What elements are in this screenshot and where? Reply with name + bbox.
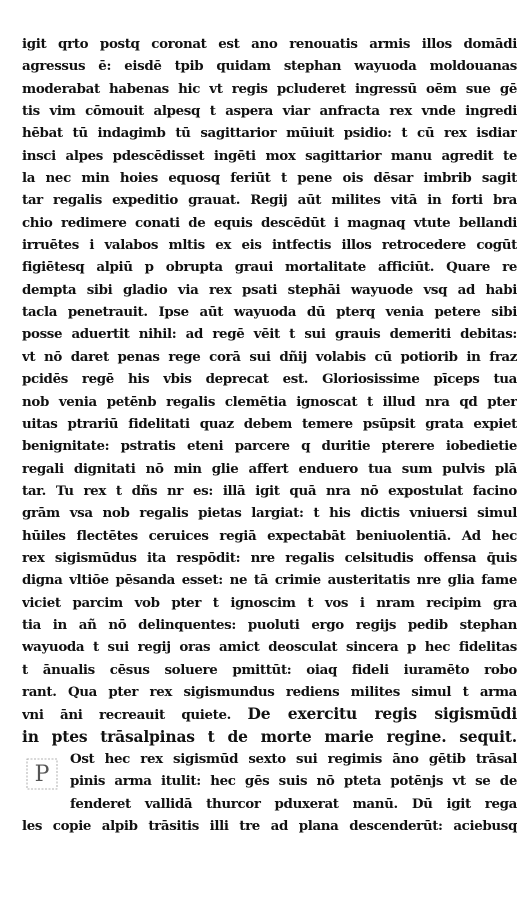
text-line: rex sigismūdus ita respōdit: nre regalis celsitudis offensa q̄uis bbox=[22, 549, 517, 566]
text-line: agressus ē: eisdē tpib quidam stephan wayuoda moldouanas bbox=[22, 58, 517, 75]
text-line: uitas ptrariū fidelitati quaz debem temere psūpsit grata expiet bbox=[22, 415, 517, 432]
text-line: dempta sibi gladio via rex psati stephāi wayuode vsq ad habi bbox=[22, 281, 517, 298]
text-line: vt nō daret penas rege corā sui dñij volabis cū potiorib in fraz bbox=[22, 348, 517, 365]
body-text bbox=[22, 33, 517, 837]
text-line: chio redimere conati de equis descēdūt i magnaq vtute bellandi bbox=[22, 214, 517, 231]
text-line: la nec min hoies equosq feriūt t pene ois dēsar imbrib sagit bbox=[22, 170, 517, 187]
text-line: tar. Tu rex t dñs nr es: illā igit quā nra nō expostulat facino bbox=[22, 482, 517, 499]
text-line: insci alpes pdescēdisset ingēti mox sagittarior manu agredit te bbox=[22, 147, 517, 164]
text-line: tis vim cōmouit alpesq t aspera viar anfracta rex vnde ingredi bbox=[22, 103, 517, 120]
text-line: digna vltiōe pēsanda esset: ne tā crimie austeritatis nre glia fame bbox=[22, 572, 517, 589]
text-line: pcidēs regē his vbis deprecat est. Gloriosissime pīceps tua bbox=[22, 371, 517, 388]
text-line: hūiles flectētes ceruices regiā expectabāt beniuolentiā. Ad hec bbox=[22, 527, 517, 544]
text-line: tar regalis expeditio grauat. Regij aūt milites vitā in forti bra bbox=[22, 192, 517, 209]
text-line: Ost hec rex sigismūd sexto sui regimis āno gētib trāsal bbox=[70, 751, 517, 767]
chapter-heading: in ptes trāsalpinas t de morte marie regine. sequit. bbox=[22, 726, 517, 746]
text-line: figiētesq alpiū p obrupta graui mortalitate afficiūt. Quare re bbox=[22, 259, 517, 276]
text-line: tacla penetrauit. Ipse aūt wayuoda dū pterq venia petere sibi bbox=[22, 304, 517, 321]
dropcap-letter: P bbox=[34, 762, 50, 787]
text-line: les copie alpib trāsitis illi tre ad plana descenderūt: aciebusq bbox=[22, 818, 517, 835]
text-line: grām vsa nob regalis pietas largiat: t his dictis vniuersi simul bbox=[22, 505, 517, 522]
text-line-with-heading bbox=[22, 703, 517, 725]
text-line: tia in añ nō delinquentes: puoluti ergo regijs pedib stephan bbox=[22, 616, 517, 633]
text-line: regali dignitati nō min glie affert enduero tua sum pulvis plā bbox=[22, 460, 517, 477]
text-line: pinis arma itulit: hec gēs suis nō pteta potēnjs vt se de bbox=[70, 773, 517, 790]
text-line: nob venia petēnb regalis clemētia ignoscat t illud nra qd pter bbox=[22, 393, 517, 410]
text-line: posse aduertit nihil: ad regē vēit t sui grauis demeriti debitas: bbox=[22, 326, 517, 343]
chapter-heading-start: De exercitu regis sigismūdi bbox=[247, 704, 517, 724]
text-line: wayuoda t sui regij oras amict deosculat sincera p hec fidelitas bbox=[22, 639, 517, 656]
text-line: t ānualis cēsus soluere pmittūt: oiaq fideli iuramēto robo bbox=[22, 661, 517, 678]
text-line: viciet parcim vob pter t ignoscim t vos i nram recipim gra bbox=[22, 594, 517, 611]
text-line: irruētes i valabos mltis ex eis intfectis illos retrocedere cogūt bbox=[22, 237, 517, 254]
paragraph-end-text: vni āni recreauit quiete. bbox=[22, 707, 231, 724]
initial-letter-placeholder-icon bbox=[25, 757, 59, 791]
text-line: hēbat tū indagimb tū sagittarior mūiuit psidio: t cū rex isdiar bbox=[22, 125, 517, 142]
text-line: rant. Qua pter rex sigismundus rediens milites simul t arma bbox=[22, 683, 517, 700]
text-line: fenderet vallidā thurcor pduxerat manū. Dū igit rega bbox=[70, 795, 517, 812]
text-line: benignitate: pstratis eteni parcere q duritie pterere iobedietie bbox=[22, 438, 517, 455]
text-line: igit qrto postq coronat est ano renouatis armis illos domādi bbox=[22, 36, 517, 52]
text-line: moderabat habenas hic vt regis pcluderet ingressū oēm sue gē bbox=[22, 80, 517, 97]
